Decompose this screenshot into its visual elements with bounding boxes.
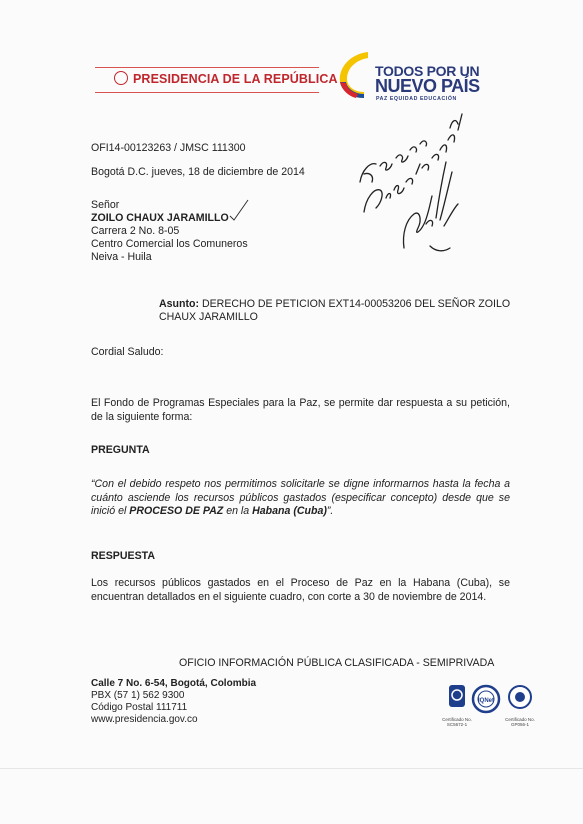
colombia-seal-icon <box>114 71 128 85</box>
subject-line-2: CHAUX JARAMILLO <box>159 311 258 323</box>
question-heading: PREGUNTA <box>91 444 150 456</box>
question-bold-1: PROCESO DE PAZ <box>129 505 224 517</box>
header-rule-top <box>95 67 319 68</box>
question-text-1: “Con el debido respeto nos permitimos solicitarle se digne informarnos hasta la fecha a cuánto asciende los recursos públicos gastados (especificar concepto) desde que se inició el <box>91 478 510 517</box>
footer-postal: Código Postal 111711 <box>91 702 188 713</box>
bottom-divider <box>0 768 583 769</box>
intro-paragraph: El Fondo de Programas Especiales para la Paz, se permite dar respuesta a su petición, de la siguiente forma: <box>91 397 510 423</box>
answer-paragraph: Los recursos públicos gastados en el Proceso de Paz en la Habana (Cuba), se encuentran detallados en el siguiente cuadro, con corte a 30 de noviembre de 2014. <box>91 577 510 603</box>
question-paragraph <box>91 478 510 519</box>
recipient-name: ZOILO CHAUX JARAMILLO <box>91 212 229 224</box>
logo-line-1: TODOS POR UN <box>375 63 480 79</box>
certificate-1-label: Certificado No. SC5672-1 <box>442 717 472 727</box>
question-bold-2: Habana (Cuba) <box>252 505 327 517</box>
question-text-2: en la <box>223 505 253 517</box>
subject-label: Asunto: <box>159 298 200 310</box>
subject-line-1 <box>159 298 510 312</box>
classification-label: OFICIO INFORMACIÓN PÚBLICA CLASIFICADA - SEMIPRIVADA <box>179 657 495 669</box>
certificate-1 <box>440 684 474 727</box>
reference-number: OFI14-00123263 / JMSC 111300 <box>91 142 246 154</box>
certificate-2 <box>471 684 501 714</box>
recipient-address-1: Carrera 2 No. 8-05 <box>91 225 180 237</box>
logo-line-2: NUEVO PAÍS <box>375 76 480 96</box>
certificate-3 <box>503 684 537 727</box>
recipient-address-2: Centro Comercial los Comuneros <box>91 238 248 250</box>
footer-address: Calle 7 No. 6-54, Bogotá, Colombia <box>91 678 257 689</box>
iqnet-cert-icon <box>471 684 501 714</box>
check-mark-icon <box>228 198 250 222</box>
header-rule-bottom <box>95 92 319 93</box>
answer-heading: RESPUESTA <box>91 550 155 562</box>
greeting: Cordial Saludo: <box>91 346 164 358</box>
footer-phone: PBX (57 1) 562 9300 <box>91 690 185 701</box>
iqnet-text: IQNet <box>477 698 495 704</box>
certificate-3-label: Certificado No. GP056-1 <box>505 717 535 727</box>
gp-cert-icon <box>503 684 537 712</box>
icontec-cert-icon <box>440 684 474 712</box>
subject-text-1: DERECHO DE PETICION EXT14-00053206 DEL SEÑOR ZOILO <box>201 298 511 310</box>
handwritten-signature-icon <box>340 100 470 270</box>
nuevo-pais-logo-icon <box>336 50 376 102</box>
presidency-label: PRESIDENCIA DE LA REPÚBLICA <box>133 72 338 86</box>
logo-subtitle: PAZ EQUIDAD EDUCACIÓN <box>376 96 457 102</box>
recipient-salutation: Señor <box>91 199 120 211</box>
question-end: ”. <box>326 505 334 517</box>
date-line: Bogotá D.C. jueves, 18 de diciembre de 2014 <box>91 166 305 178</box>
recipient-city: Neiva - Huila <box>91 251 152 263</box>
footer-web: www.presidencia.gov.co <box>91 714 198 725</box>
